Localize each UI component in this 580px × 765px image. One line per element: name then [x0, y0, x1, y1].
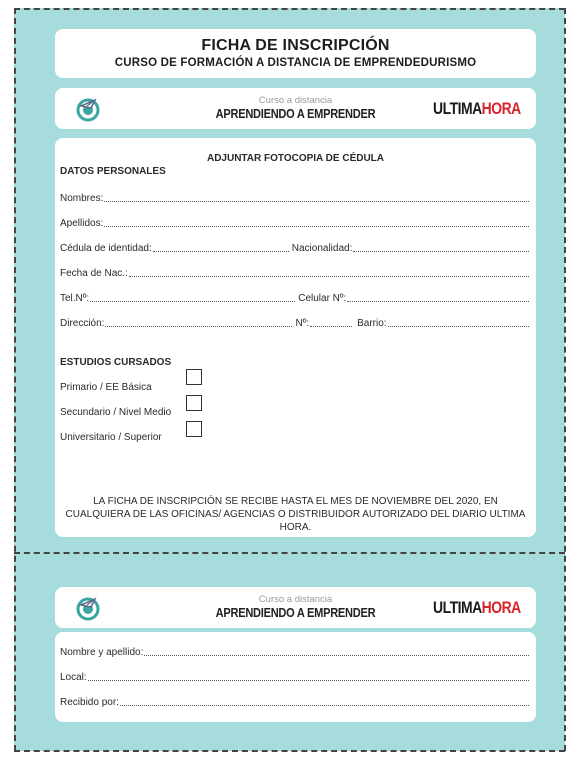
- newspaper-logo: [433, 99, 521, 119]
- field-label: Nº:: [295, 318, 310, 329]
- checkbox-university[interactable]: [186, 421, 202, 437]
- course-name: APRENDIENDO A EMPRENDER: [215, 605, 376, 620]
- fill-line[interactable]: [144, 647, 529, 656]
- title-card: [55, 29, 536, 78]
- fill-line[interactable]: [104, 218, 529, 227]
- cut-line-left: [14, 8, 16, 751]
- field-direccion[interactable]: [60, 315, 530, 329]
- cut-line-top: [14, 8, 565, 10]
- newspaper-logo-part1: ULTIMA: [433, 598, 482, 617]
- fill-line[interactable]: [90, 293, 295, 302]
- cut-line-bottom: [14, 750, 565, 752]
- cut-line-middle: [14, 552, 565, 554]
- newspaper-logo-part1: ULTIMA: [433, 99, 482, 118]
- field-tel-celular[interactable]: [60, 290, 530, 304]
- page-subtitle: CURSO DE FORMACIÓN A DISTANCIA DE EMPRENDEDURISMO: [114, 57, 477, 69]
- course-small-label: Curso a distancia: [258, 594, 333, 605]
- registration-form: [55, 138, 536, 537]
- field-recibido-por[interactable]: [60, 694, 530, 708]
- course-name: APRENDIENDO A EMPRENDER: [215, 106, 376, 121]
- field-label: Tel.Nº:: [60, 293, 90, 304]
- field-nombres[interactable]: [60, 190, 530, 204]
- field-label: Fecha de Nac.:: [60, 268, 128, 279]
- newspaper-logo-part2: HORA: [481, 598, 521, 617]
- photo-note: ADJUNTAR FOTOCOPIA DE CÉDULA: [206, 153, 385, 164]
- deadline-notice: LA FICHA DE INSCRIPCIÓN SE RECIBE HASTA EL MES DE NOVIEMBRE DEL 2020, EN CUALQUIERA DE LAS OFICINAS/ AGENCIAS O DISTRIBUIDOR AUTORIZADO DEL DIARIO ULTIMA HORA.: [65, 496, 526, 533]
- personal-data-title: DATOS PERSONALES: [60, 166, 166, 177]
- fill-line[interactable]: [353, 243, 529, 252]
- cut-line-right: [564, 8, 566, 751]
- checkbox-primary[interactable]: [186, 369, 202, 385]
- field-label: Nacionalidad:: [291, 243, 353, 254]
- receipt-brand-banner: [55, 587, 536, 628]
- brand-banner: [55, 88, 536, 129]
- study-option-primary: Primario / EE Básica: [60, 382, 152, 393]
- studies-title: ESTUDIOS CURSADOS: [60, 357, 172, 368]
- field-label: Local:: [60, 672, 87, 683]
- field-label: Barrio:: [357, 318, 387, 329]
- field-apellidos[interactable]: [60, 215, 530, 229]
- fill-line[interactable]: [104, 193, 529, 202]
- newspaper-logo-part2: HORA: [481, 99, 521, 118]
- course-small-label: Curso a distancia: [258, 95, 333, 106]
- field-fecha-nac[interactable]: [60, 265, 530, 279]
- fill-line[interactable]: [88, 672, 529, 681]
- fill-line[interactable]: [120, 697, 529, 706]
- field-label: Nombre y apellido:: [60, 647, 144, 658]
- fill-line[interactable]: [105, 318, 292, 327]
- field-label: Dirección:: [60, 318, 105, 329]
- fill-line[interactable]: [388, 318, 529, 327]
- field-label: Apellidos:: [60, 218, 104, 229]
- fill-line[interactable]: [310, 318, 352, 327]
- field-nombre-apellido[interactable]: [60, 644, 530, 658]
- field-label: Recibido por:: [60, 697, 119, 708]
- field-label: Nombres:: [60, 193, 104, 204]
- field-label: Celular Nº:: [298, 293, 347, 304]
- newspaper-logo: [433, 598, 521, 618]
- field-cedula-nacionalidad[interactable]: [60, 240, 530, 254]
- receipt-form: [55, 632, 536, 722]
- field-label: Cédula de identidad:: [60, 243, 152, 254]
- page-title: FICHA DE INSCRIPCIÓN: [201, 37, 390, 54]
- field-local[interactable]: [60, 669, 530, 683]
- fill-line[interactable]: [347, 293, 529, 302]
- fill-line[interactable]: [129, 268, 529, 277]
- study-option-secondary: Secundario / Nivel Medio: [60, 407, 172, 418]
- fill-line[interactable]: [153, 243, 289, 252]
- checkbox-secondary[interactable]: [186, 395, 202, 411]
- study-option-university: Universitario / Superior: [60, 432, 162, 443]
